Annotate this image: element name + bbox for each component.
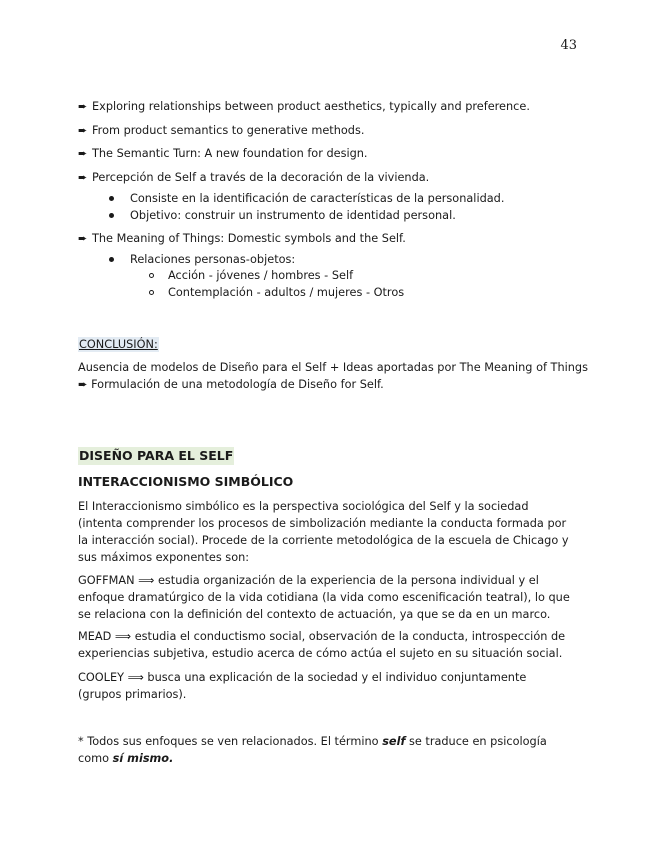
arrow-bullet-icon: ➨ xyxy=(78,378,88,391)
sub-list-item xyxy=(92,252,578,300)
list-item xyxy=(78,231,578,300)
list-item-text: Percepción de Self a través de la decoración de la vivienda. xyxy=(92,170,430,184)
sub-list-item-text: Consiste en la identificación de características de la personalidad. xyxy=(130,191,505,205)
author-paragraph-goffman xyxy=(78,572,573,623)
arrow-bullet-icon: ➨ xyxy=(78,232,88,245)
implies-icon: ⟹ xyxy=(127,671,144,684)
footnote-prefix: * Todos sus enfoques se ven relacionados. El término xyxy=(78,735,383,748)
sub-list-item-text: Relaciones personas-objetos: xyxy=(130,253,296,266)
conclusion-line-text: Formulación de una metodología de Diseño for Self. xyxy=(91,378,384,391)
implies-icon: ⟹ xyxy=(138,574,155,587)
bullet-ring-icon xyxy=(149,290,154,295)
author-paragraph-cooley xyxy=(78,669,573,703)
list-item xyxy=(78,146,578,161)
sub-list xyxy=(92,252,578,300)
intro-paragraph: El Interaccionismo simbólico es la perspectiva sociológica del Self y la sociedad (intenta comprender los procesos de simbolización mediante la conducta formada por la interacción social). Procede de la corriente metodológica de la escuela de Chicago y sus máximos exponentes son: xyxy=(78,500,569,564)
conclusion-line: Ausencia de modelos de Diseño para el Self + Ideas aportadas por The Meaning of Things xyxy=(78,361,588,374)
list-item-text: The Meaning of Things: Domestic symbols and the Self. xyxy=(92,232,406,245)
author-text: estudia el conductismo social, observación de la conducta, introspección de experiencias subjetiva, estudio acerca de cómo actúa el sujeto en su situación social. xyxy=(78,630,566,660)
footnote-translation: sí mismo. xyxy=(112,752,174,765)
bullet-dot-icon xyxy=(109,257,114,262)
sub-list-item-text: Objetivo: construir un instrumento de identidad personal. xyxy=(130,208,456,222)
author-name: GOFFMAN xyxy=(78,574,135,587)
list-item-text: From product semantics to generative methods. xyxy=(92,123,365,137)
subsub-list-item-text: Contemplación - adultos / mujeres - Otros xyxy=(168,286,405,299)
sub-list-item xyxy=(92,191,578,206)
bullet-list xyxy=(78,99,578,302)
list-item xyxy=(78,170,578,223)
subsub-list-item xyxy=(92,285,578,300)
author-paragraph-mead xyxy=(78,628,573,662)
conclusion-title: CONCLUSIÓN: xyxy=(79,338,158,351)
list-item xyxy=(78,99,578,114)
author-name: COOLEY xyxy=(78,671,125,684)
footnote-paragraph xyxy=(78,733,573,767)
list-item-text: The Semantic Turn: A new foundation for design. xyxy=(92,147,368,160)
subsub-list-item-text: Acción - jóvenes / hombres - Self xyxy=(168,269,354,282)
arrow-bullet-icon: ➨ xyxy=(78,147,88,160)
sub-list xyxy=(92,191,578,223)
list-item-text: Exploring relationships between product aesthetics, typically and preference. xyxy=(92,100,530,113)
subsub-list xyxy=(92,268,578,300)
bullet-dot-icon xyxy=(109,196,114,201)
sub-list-item xyxy=(92,208,578,223)
author-text: busca una explicación de la sociedad y el individuo conjuntamente (grupos primarios). xyxy=(78,671,527,701)
author-name: MEAD xyxy=(78,630,112,643)
page-number: 43 xyxy=(560,38,577,53)
bullet-ring-icon xyxy=(149,273,154,278)
implies-icon: ⟹ xyxy=(114,630,132,643)
section-heading: DISEÑO PARA EL SELF xyxy=(79,448,234,463)
bullet-dot-icon xyxy=(109,213,114,218)
arrow-bullet-icon: ➨ xyxy=(78,123,88,137)
arrow-bullet-icon: ➨ xyxy=(78,100,88,113)
conclusion-line xyxy=(78,377,384,392)
arrow-bullet-icon: ➨ xyxy=(78,170,88,184)
subsub-list-item xyxy=(92,268,578,283)
footnote-middle: se traduce en psicología como xyxy=(78,735,547,765)
author-text: estudia organización de la experiencia de la persona individual y el enfoque dramatúrgico de la vida cotidiana (la vida como escenificación teatral), lo que se relaciona con la definición del contexto de actuación, ya que se da en un marco. xyxy=(78,574,570,621)
subsection-heading: INTERACCIONISMO SIMBÓLICO xyxy=(78,474,294,489)
list-item xyxy=(78,123,578,138)
footnote-term: self xyxy=(382,735,406,748)
